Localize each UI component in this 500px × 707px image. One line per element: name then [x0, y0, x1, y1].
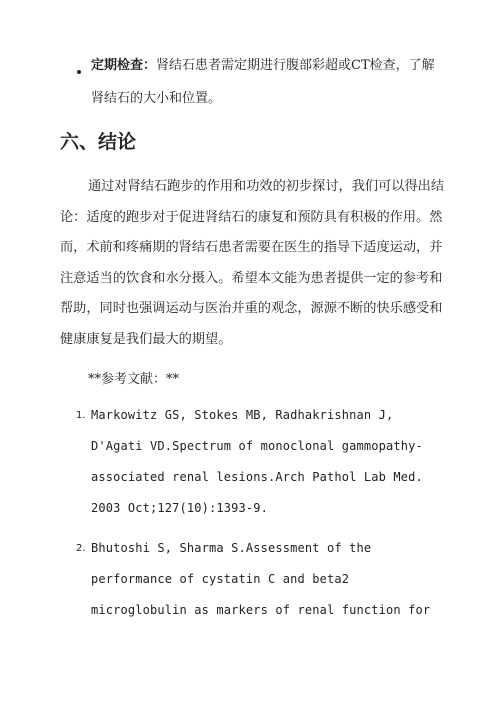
- bullet-item-line-2: 肾结石的大小和位置。: [91, 91, 222, 106]
- reference-line: D'Agati VD.Spectrum of monoclonal gammopathy-: [91, 439, 423, 453]
- reference-line: Markowitz GS, Stokes MB, Radhakrishnan J,: [91, 408, 394, 422]
- conclusion-line: 而，术前和疼痛期的肾结石患者需要在医生的指导下适度运动，并: [60, 240, 443, 255]
- reference-line: Bhutoshi S, Sharma S.Assessment of the: [91, 541, 372, 555]
- section-heading: 六、结论: [60, 131, 137, 153]
- bullet-item-label: 定期检查：: [91, 58, 157, 73]
- conclusion-line: 通过对肾结石跑步的作用和功效的初步探讨，我们可以得出结: [88, 179, 445, 194]
- reference-line: associated renal lesions.Arch Pathol Lab Med.: [91, 470, 423, 484]
- conclusion-line: 注意适当的饮食和水分摄入。希望本文能为患者提供一定的参考和: [60, 271, 443, 286]
- reference-line: 2003 Oct;127(10):1393-9.: [91, 501, 268, 515]
- conclusion-line: 论：适度的跑步对于促进肾结石的康复和预防具有积极的作用。然: [60, 210, 443, 225]
- conclusion-line: 帮助，同时也强调运动与医治并重的观念，源源不断的快乐感受和: [60, 301, 443, 316]
- reference-number: 2.: [76, 543, 86, 554]
- references-label: **参考文献：**: [88, 372, 180, 387]
- conclusion-line: 健康康复是我们最大的期望。: [60, 332, 232, 347]
- reference-line: microglobulin as markers of renal function for: [91, 603, 431, 617]
- bullet-dot: [77, 70, 81, 74]
- reference-number: 1.: [76, 410, 86, 421]
- bullet-item-text: 肾结石患者需定期进行腹部彩超或CT检查，了解: [156, 58, 435, 73]
- bullet-item-line-1: [91, 58, 435, 74]
- reference-line: performance of cystatin C and beta2: [91, 572, 350, 586]
